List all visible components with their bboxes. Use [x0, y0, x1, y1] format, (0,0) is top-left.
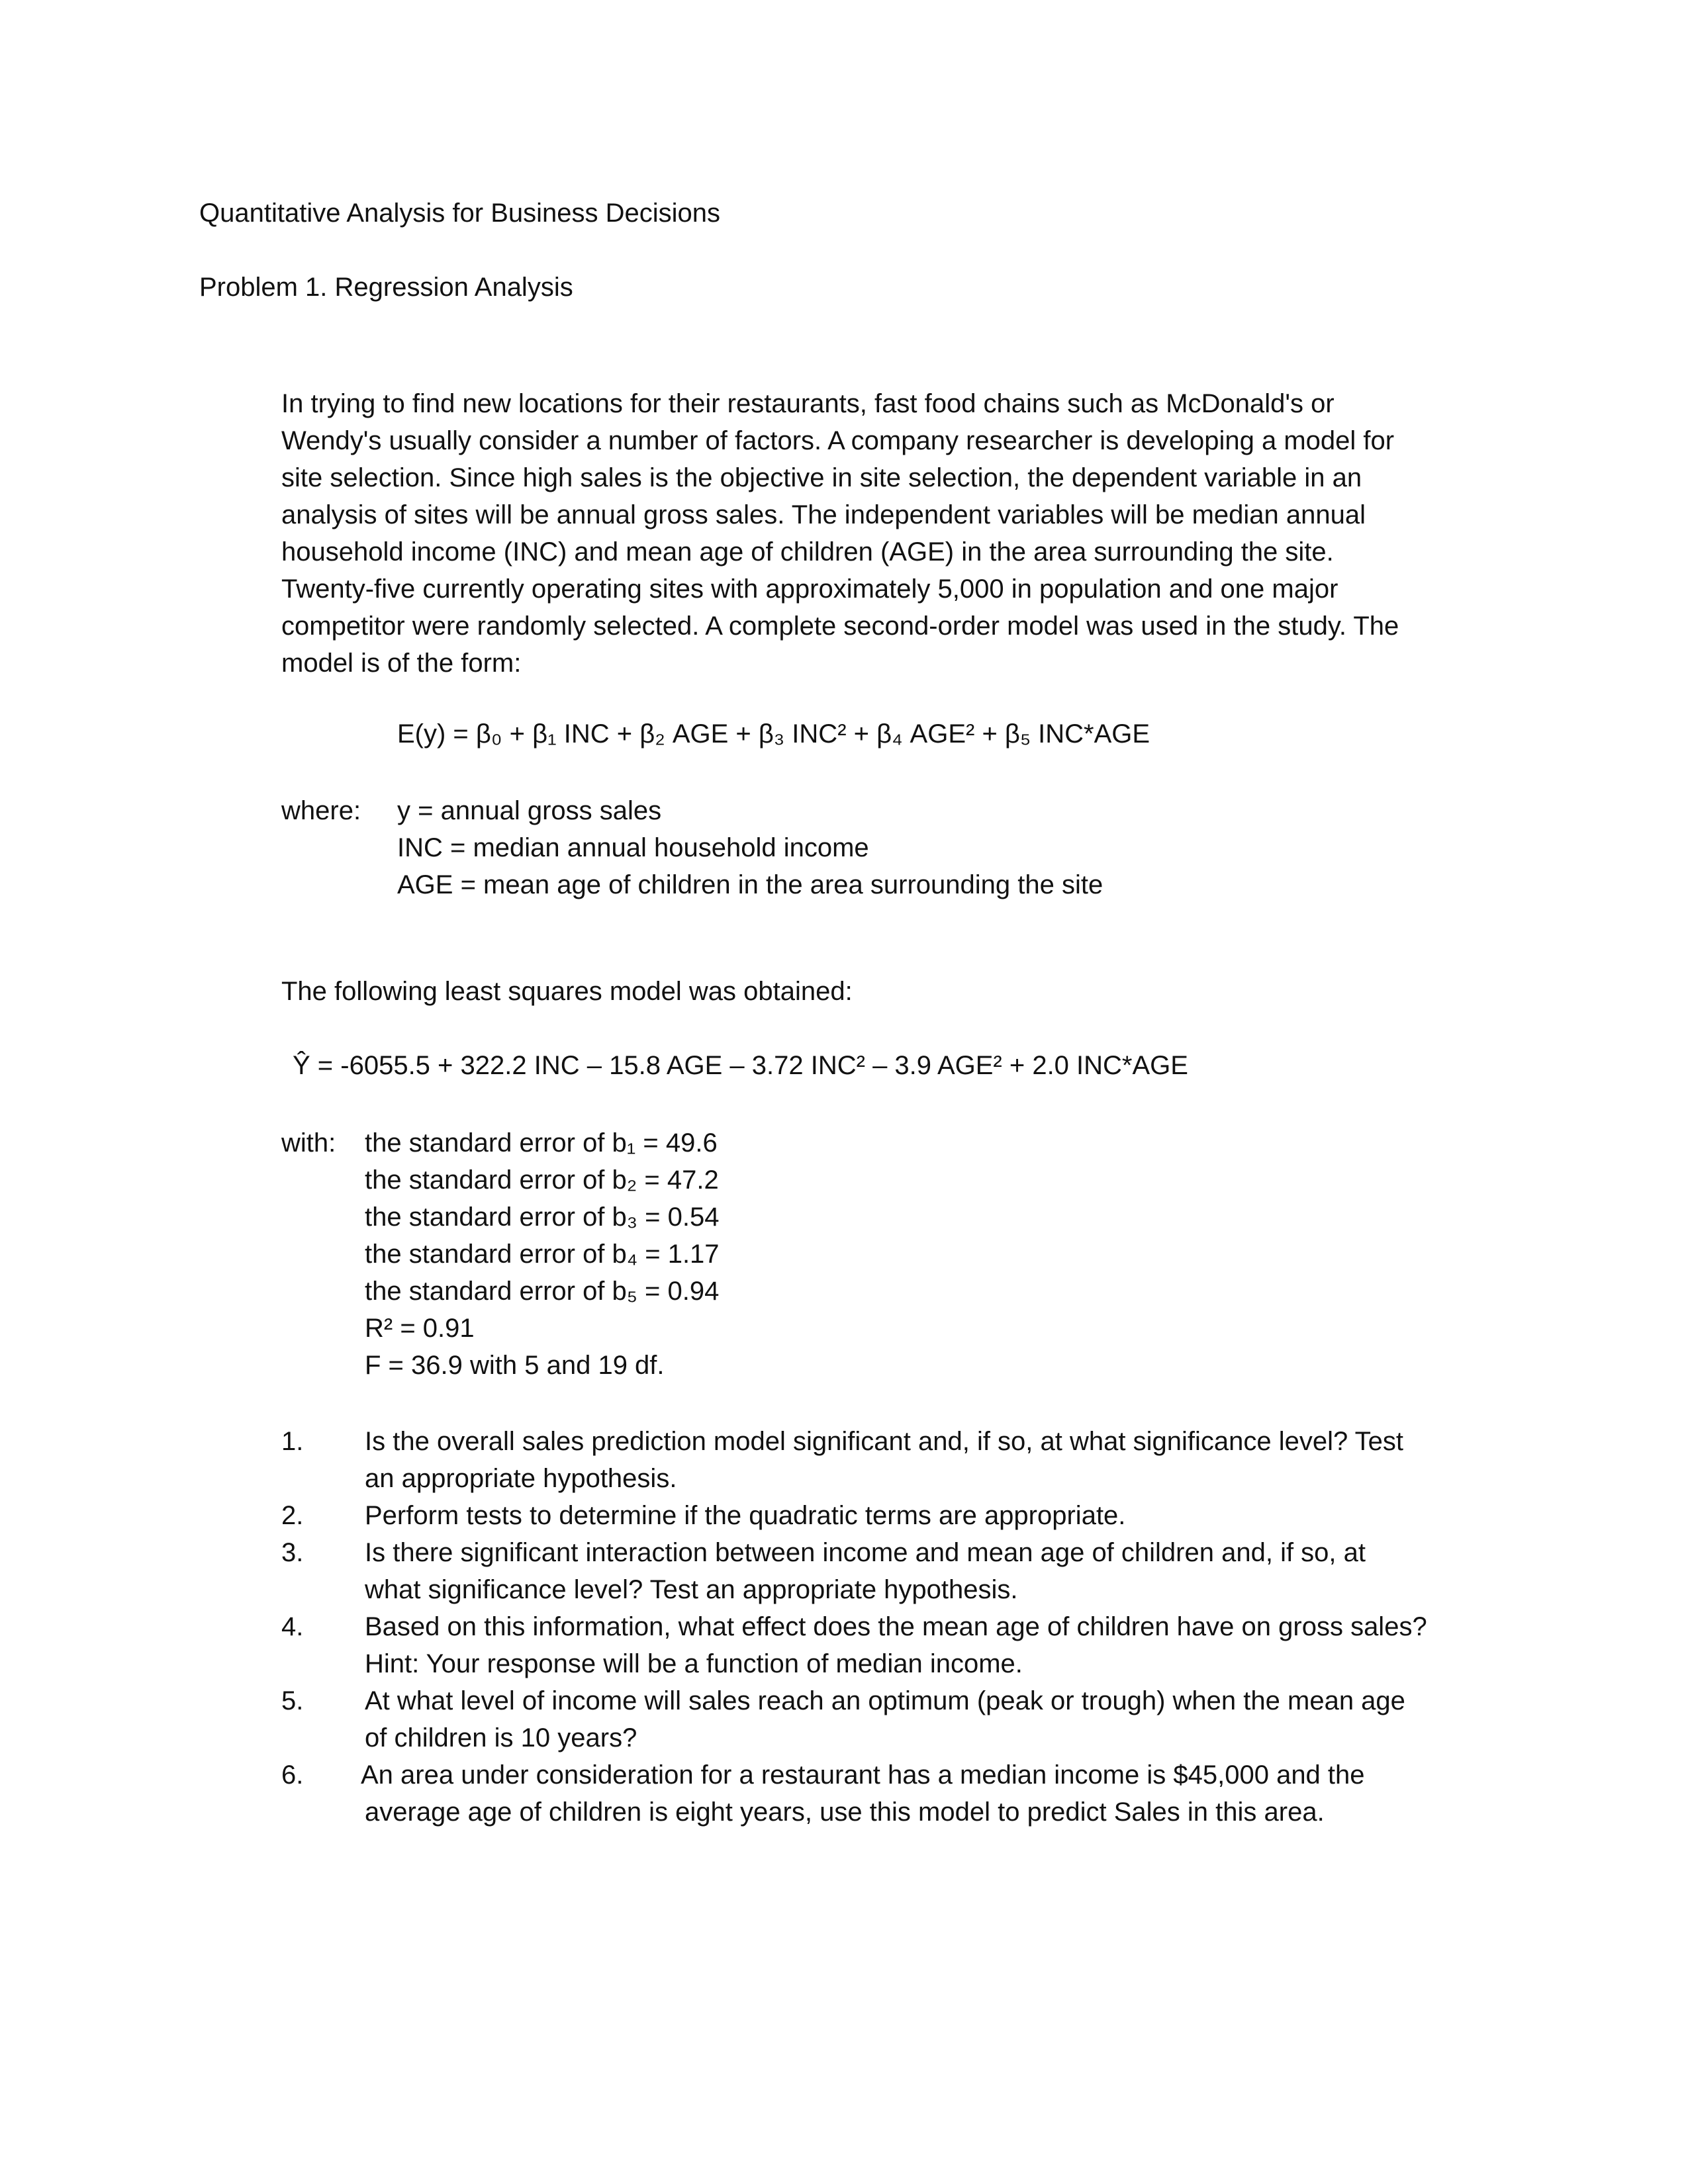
statistic-item: the standard error of b₂ = 47.2: [365, 1165, 719, 1195]
question-text: Hint: Your response will be a function of median income.: [365, 1649, 1023, 1678]
question-6: [281, 1756, 1427, 1831]
questions-list: [281, 1423, 1427, 1831]
paragraph-line: household income (INC) and mean age of children (AGE) in the area surrounding the site.: [281, 537, 1334, 567]
statistic-item: F = 36.9 with 5 and 19 df.: [365, 1351, 665, 1380]
question-text: an appropriate hypothesis.: [365, 1464, 677, 1493]
problem-title: Problem 1. Regression Analysis: [199, 273, 573, 302]
question-text: Is there significant interaction between income and mean age of children and, if so, at: [365, 1538, 1366, 1567]
question-number: 5.: [281, 1686, 304, 1715]
question-text: what significance level? Test an appropriate hypothesis.: [365, 1575, 1018, 1604]
definitions: [281, 792, 1103, 903]
model-equation: E(y) = β₀ + β₁ INC + β₂ AGE + β₃ INC² + β₄ AGE² + β₅ INC*AGE: [397, 719, 1150, 749]
question-text: of children is 10 years?: [365, 1723, 637, 1752]
paragraph-line: Twenty-five currently operating sites with approximately 5,000 in population and one major: [281, 574, 1338, 604]
question-5: [281, 1682, 1427, 1756]
with-label: with:: [281, 1128, 336, 1158]
paragraph-line: competitor were randomly selected. A complete second-order model was used in the study. The: [281, 612, 1399, 641]
paragraph-line: site selection. Since high sales is the objective in site selection, the dependent variable in an: [281, 463, 1362, 492]
paragraph-line: In trying to find new locations for their restaurants, fast food chains such as McDonald's or: [281, 389, 1335, 418]
question-4: [281, 1608, 1427, 1682]
paragraph-line: analysis of sites will be annual gross sales. The independent variables will be median annual: [281, 500, 1366, 529]
statistic-item: R² = 0.91: [365, 1314, 475, 1343]
question-number: 1.: [281, 1427, 304, 1456]
paragraph-line: Wendy's usually consider a number of factors. A company researcher is developing a model for: [281, 426, 1395, 455]
definition-item: y = annual gross sales: [397, 796, 662, 825]
fitted-equation: Ŷ = -6055.5 + 322.2 INC – 15.8 AGE – 3.72 INC² – 3.9 AGE² + 2.0 INC*AGE: [293, 1051, 1188, 1080]
question-text: Perform tests to determine if the quadratic terms are appropriate.: [365, 1501, 1126, 1530]
statistic-item: the standard error of b₃ = 0.54: [365, 1203, 720, 1232]
course-title: Quantitative Analysis for Business Decisions: [199, 199, 721, 228]
question-3: [281, 1534, 1427, 1608]
definition-item: INC = median annual household income: [397, 833, 869, 862]
question-1: [281, 1423, 1427, 1497]
question-number: 6.: [281, 1760, 304, 1790]
question-number: 4.: [281, 1612, 304, 1641]
statistics: [281, 1124, 720, 1384]
question-number: 2.: [281, 1501, 304, 1530]
fitted-intro: The following least squares model was obtained:: [281, 977, 853, 1006]
question-text: At what level of income will sales reach an optimum (peak or trough) when the mean age: [365, 1686, 1405, 1715]
paragraph-line: model is of the form:: [281, 649, 522, 678]
question-text: An area under consideration for a restaurant has a median income is $45,000 and the: [361, 1760, 1365, 1790]
definition-item: AGE = mean age of children in the area surrounding the site: [397, 870, 1103, 899]
statistic-item: the standard error of b₁ = 49.6: [365, 1128, 718, 1158]
question-text: Is the overall sales prediction model significant and, if so, at what significance level? Test: [365, 1427, 1403, 1456]
question-text: Based on this information, what effect does the mean age of children have on gross sales?: [365, 1612, 1427, 1641]
question-number: 3.: [281, 1538, 304, 1567]
question-text: average age of children is eight years, use this model to predict Sales in this area.: [365, 1797, 1325, 1827]
where-label: where:: [281, 796, 361, 825]
question-2: [281, 1497, 1427, 1534]
intro-paragraph: [281, 385, 1399, 682]
statistic-item: the standard error of b₅ = 0.94: [365, 1277, 720, 1306]
statistic-item: the standard error of b₄ = 1.17: [365, 1240, 720, 1269]
